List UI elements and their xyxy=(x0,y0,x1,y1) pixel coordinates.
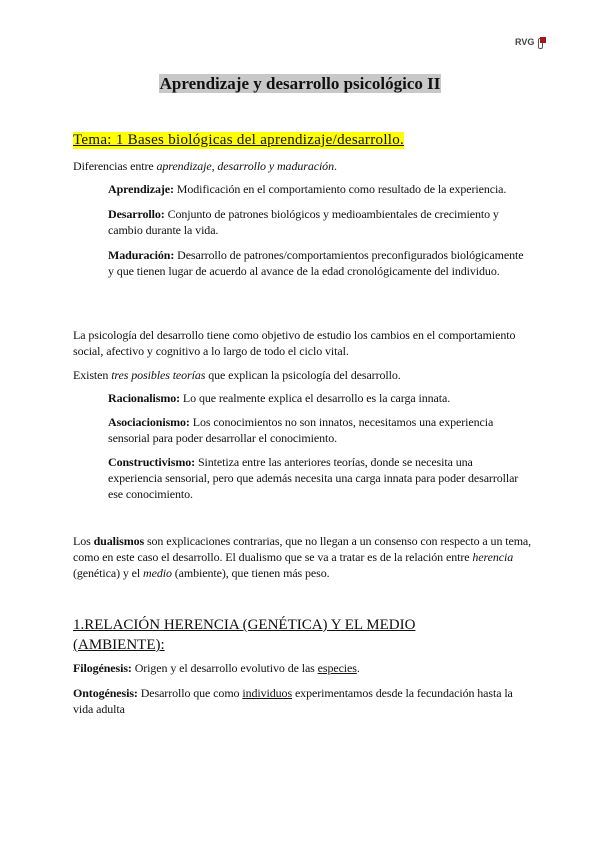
logo-text: RVG xyxy=(515,37,535,47)
logo-icon xyxy=(537,36,547,48)
theory-racionalismo: Racionalismo: Lo que realmente explica el desarrollo es la carga innata. xyxy=(108,391,451,405)
section-heading: 1.RELACIÓN HERENCIA (GENÉTICA) Y EL MEDIO (AMBIENTE): xyxy=(73,617,416,653)
title-text: Aprendizaje y desarrollo psicológico II xyxy=(159,74,441,93)
existen-paragraph: Existen tres posibles teorías que explican la psicología del desarrollo. xyxy=(73,368,401,382)
definition-desarrollo: Desarrollo: Conjunto de patrones biológicos y medioambientales de crecimiento y cambio durante la vida. xyxy=(108,207,499,237)
filogenesis-paragraph: Filogénesis: Origen y el desarrollo evolutivo de las especies. xyxy=(73,661,360,675)
topic-heading: Tema: 1 Bases biológicas del aprendizaje/desarrollo. xyxy=(73,132,405,148)
psicologia-paragraph: La psicología del desarrollo tiene como objetivo de estudio los cambios en el comportamiento social, afectivo y cognitivo a lo largo de todo el ciclo vital. xyxy=(73,328,516,358)
definition-aprendizaje: Aprendizaje: Modificación en el comportamiento como resultado de la experiencia. xyxy=(108,182,507,196)
ontogenesis-paragraph: Ontogénesis: Desarrollo que como individuos experimentamos desde la fecundación hasta la vida adulta xyxy=(73,686,513,716)
theory-constructivismo: Constructivismo: Sintetiza entre las anteriores teorías, donde se necesita una experiencia sensorial, pero que además necesita una carga innata para poder desarrollar ese conocimiento. xyxy=(108,455,519,501)
theory-asociacionismo: Asociacionismo: Los conocimientos no son innatos, necesitamos una experiencia sensorial para poder desarrollar el conocimiento. xyxy=(108,415,494,445)
dualismos-paragraph: Los dualismos son explicaciones contrarias, que no llegan a un consenso con respecto a un tema, como en este caso el desarrollo. El dualismo que se va a tratar es de la relación entre herencia (genética) y el medio (ambiente), que tienen más peso. xyxy=(73,534,532,580)
document-title xyxy=(0,74,600,94)
definition-maduracion: Maduración: Desarrollo de patrones/comportamientos preconfigurados biológicamente y que tienen lugar de acuerdo al avance de la edad cronológicamente del individuo. xyxy=(108,248,524,278)
intro-paragraph: Diferencias entre aprendizaje, desarrollo y maduración. xyxy=(73,159,337,173)
header-logo xyxy=(515,36,547,48)
